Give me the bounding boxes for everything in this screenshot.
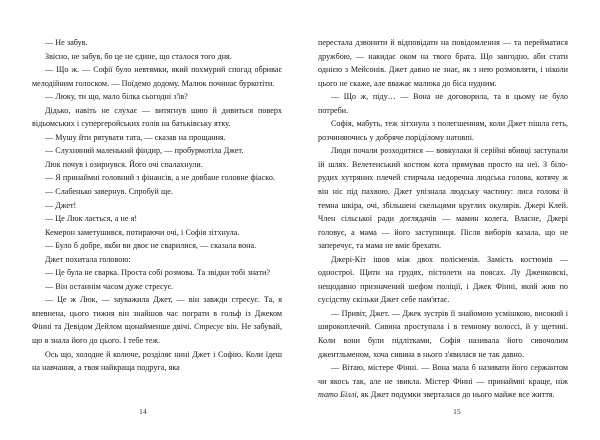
paragraph: — Це Люк лається, а не я! — [45, 214, 138, 224]
paragraph: — Не забув. — [45, 38, 88, 47]
page-number-left: 14 — [139, 407, 147, 416]
paragraph: — Слухняний маленький фіндир, — пробурмотіла Джет. — [45, 146, 244, 156]
paragraph: — Це була не сварка. Проста собі розмова. Та звідки тобі знати? — [45, 268, 270, 278]
paragraph-with-emphasis — [318, 361, 568, 402]
page-number-right: 15 — [453, 407, 461, 416]
paragraph: Ось що, холодне й колюче, розділяє нині Джет і Софію. Коли їдеш на навчання, а твоя найкраща подруга, яка — [32, 349, 282, 373]
paragraph-text-after: , як Джет подумки зверталася до нього майже все життя. — [356, 390, 555, 400]
paragraph: Люк почув і озирнувся. Його очі спалахнули. — [45, 159, 203, 169]
paragraph: Джері-Кіт ішов між двох полісменів. Замість костюмів — однострої. Щити на грудях, пістолети на поясах. Лу Дженковскі, нещодавно призначений шефом поліції, і Джек Фінні, який жив по сусідству скільки Джет себе пам'ятає. — [318, 254, 568, 305]
page-right — [300, 0, 600, 440]
paragraph: — Привіт, Джет. — Джек зустрів її знайомою усмішкою, високий і широкоплечий. Сивина проступала і в темному волоссі, й у щетині. Коли вони були підлітками, Софія називала його сивочолим джентльменом, хоча сивина в нього з'явилася не так давно. — [318, 308, 568, 359]
paragraph: — Джет! — [45, 200, 77, 210]
paragraph: — Що ж, піду… — Вона не договорила, та в цьому не було потреби. — [318, 92, 568, 115]
paragraph: Софія, мабуть, теж зітхнула з полегшенням, коли Джет пішла геть, розчиняючись у добряче порідíлому натовпі. — [318, 119, 568, 142]
paragraph: — Він останнім часом дуже стресує. — [45, 281, 174, 291]
emphasis-text: Стресує — [194, 322, 224, 332]
paragraph: — Було б добре, якби ви двоє не сварилися, — сказала вона. — [45, 241, 257, 251]
page-right-text — [318, 36, 568, 402]
paragraph: Джет похитала головою: — [45, 254, 131, 264]
paragraph-with-emphasis — [32, 293, 282, 347]
paragraph: Звісно, не забув, бо це не єдине, що сталося того дня. — [45, 51, 232, 61]
page-left-text — [32, 36, 282, 375]
paragraph: — Слабенько завернув. Спробуй ще. — [45, 187, 173, 197]
paragraph: Люди почали розходитися — вовкулаки й серійні вбивці заступали їй шлях. Велетенський костюм кота прямував просто на неї. З біло-рудих хутряних плечей стирчала недоречна людська голова, котячу ж він ніс під пахвою. Джет упізнала людську частину: лиса голова й темна шкіра, очі, збільшені скельцями круглих окулярів. Джері Клей. Член сільської ради доглядачів — мамин колега. Власне, Джері головує, а мама — його заступниця. Після виборів казала, що не заперечує, та мама не вміє брехати. — [318, 146, 568, 251]
paragraph-text-before: — Вітаю, містере Фінні. — Вона мала б називати його сержантом чи якось так, але не звикла. Містер Фінні — принаймні краще, ніж — [318, 363, 568, 386]
paragraph-text-before: — Це ж Люк, — зауважила Джет, — він завжди стресує. Та, я впевнена, цього тижня він знайшов час пограти в гольф із Джеком Фінні та Девідом Дейлом щонайменше двічі. — [32, 295, 282, 332]
paragraph-text-after: він. Не забувай, що я знала його до цього. І тебе теж. — [32, 322, 282, 346]
paragraph: перестала дзвонити й відповідати на повідомлення — та перейматися дружбою, — накидає оком на твого брата. Що завгодно, аби стати однією з Мейсонів. Джет давно не знає, як з нею розмовляти, і ніколи цього не скаже, але вважає малюка до біса нудним. — [318, 38, 568, 88]
paragraph: — Мушу йти рятувати тата, — сказав на прощання. — [45, 132, 226, 142]
paragraph: — Люку, ти що, мало білка сьогодні з'їв? — [45, 92, 188, 102]
paragraph: — Що ж. — Софії було невтямки, який похмурий спогад обриває мелодійним голоском. — Поїдемо додому. Малюк починає буркотіти. — [32, 65, 282, 88]
paragraph: Дідько, навіть не слухає — витягнув шию й дивиться поверх відьомських і супергеройських голів на батьківську ятку. — [32, 105, 282, 129]
paragraph: — Я принаймні головний з фінансів, а не довбане головне фіаско. — [45, 173, 275, 183]
paragraph: Кемерон заметушився, потираючи очі, і Софія зітхнула. — [45, 227, 240, 237]
emphasis-text: тато Біллі — [318, 390, 357, 400]
